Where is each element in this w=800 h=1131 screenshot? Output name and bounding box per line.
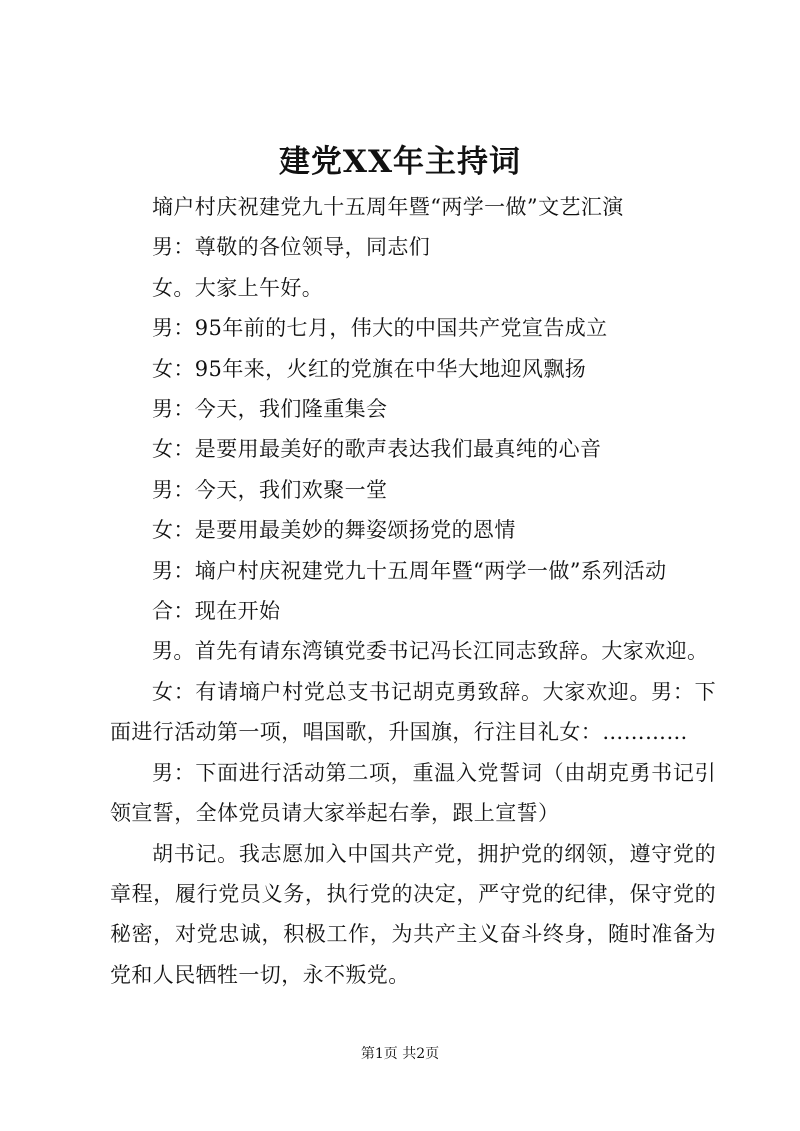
paragraph-line-4: 男：95年前的七月，伟大的中国共产党宣告成立 bbox=[152, 316, 608, 341]
page-number-label: 第1页 共2页 bbox=[360, 1046, 440, 1062]
paragraph-line-13: 女：有请墒户村党总支书记胡克勇致辞。大家欢迎。男：下面进行活动第一项，唱国歌，升国旗，行注目礼女：………… bbox=[110, 679, 716, 745]
paragraph-line-10: 男：墒户村庆祝建党九十五周年暨“两学一做”系列活动 bbox=[152, 558, 667, 583]
page-title: 建党XX年主持词 bbox=[278, 144, 522, 180]
paragraph-event-name: 墒户村庆祝建党九十五周年暨“两学一做”文艺汇演 bbox=[152, 195, 624, 219]
paragraph-line-8: 男：今天，我们欢聚一堂 bbox=[152, 477, 388, 502]
paragraph-greeting-female: 女。大家上午好。 bbox=[152, 275, 324, 300]
paragraph-line-6: 男：今天，我们隆重集会 bbox=[152, 397, 388, 422]
paragraph-line-9: 女：是要用最美妙的舞姿颂扬党的恩情 bbox=[152, 518, 516, 543]
document-body bbox=[110, 187, 716, 995]
page-footer bbox=[0, 1044, 800, 1064]
paragraph-line-11: 合：现在开始 bbox=[152, 599, 281, 624]
paragraph-greeting-male: 男：尊敬的各位领导，同志们 bbox=[152, 235, 431, 260]
paragraph-line-7: 女：是要用最美好的歌声表达我们最真纯的心音 bbox=[152, 437, 602, 462]
paragraph-line-14: 男：下面进行活动第二项，重温入党誓词（由胡克勇书记引领宣誓，全体党员请大家举起右拳，跟上宣誓） bbox=[110, 760, 716, 826]
paragraph-line-5: 女：95年来，火红的党旗在中华大地迎风飘扬 bbox=[152, 356, 587, 381]
paragraph-oath: 胡书记。我志愿加入中国共产党，拥护党的纲领，遵守党的章程，履行党员义务，执行党的决定，严守党的纪律，保守党的秘密，对党忠诚，积极工作，为共产主义奋斗终身，随时准备为党和人民牺牲一切，永不叛党。 bbox=[110, 841, 716, 987]
paragraph-line-12: 男。首先有请东湾镇党委书记冯长江同志致辞。大家欢迎。 bbox=[152, 639, 709, 664]
